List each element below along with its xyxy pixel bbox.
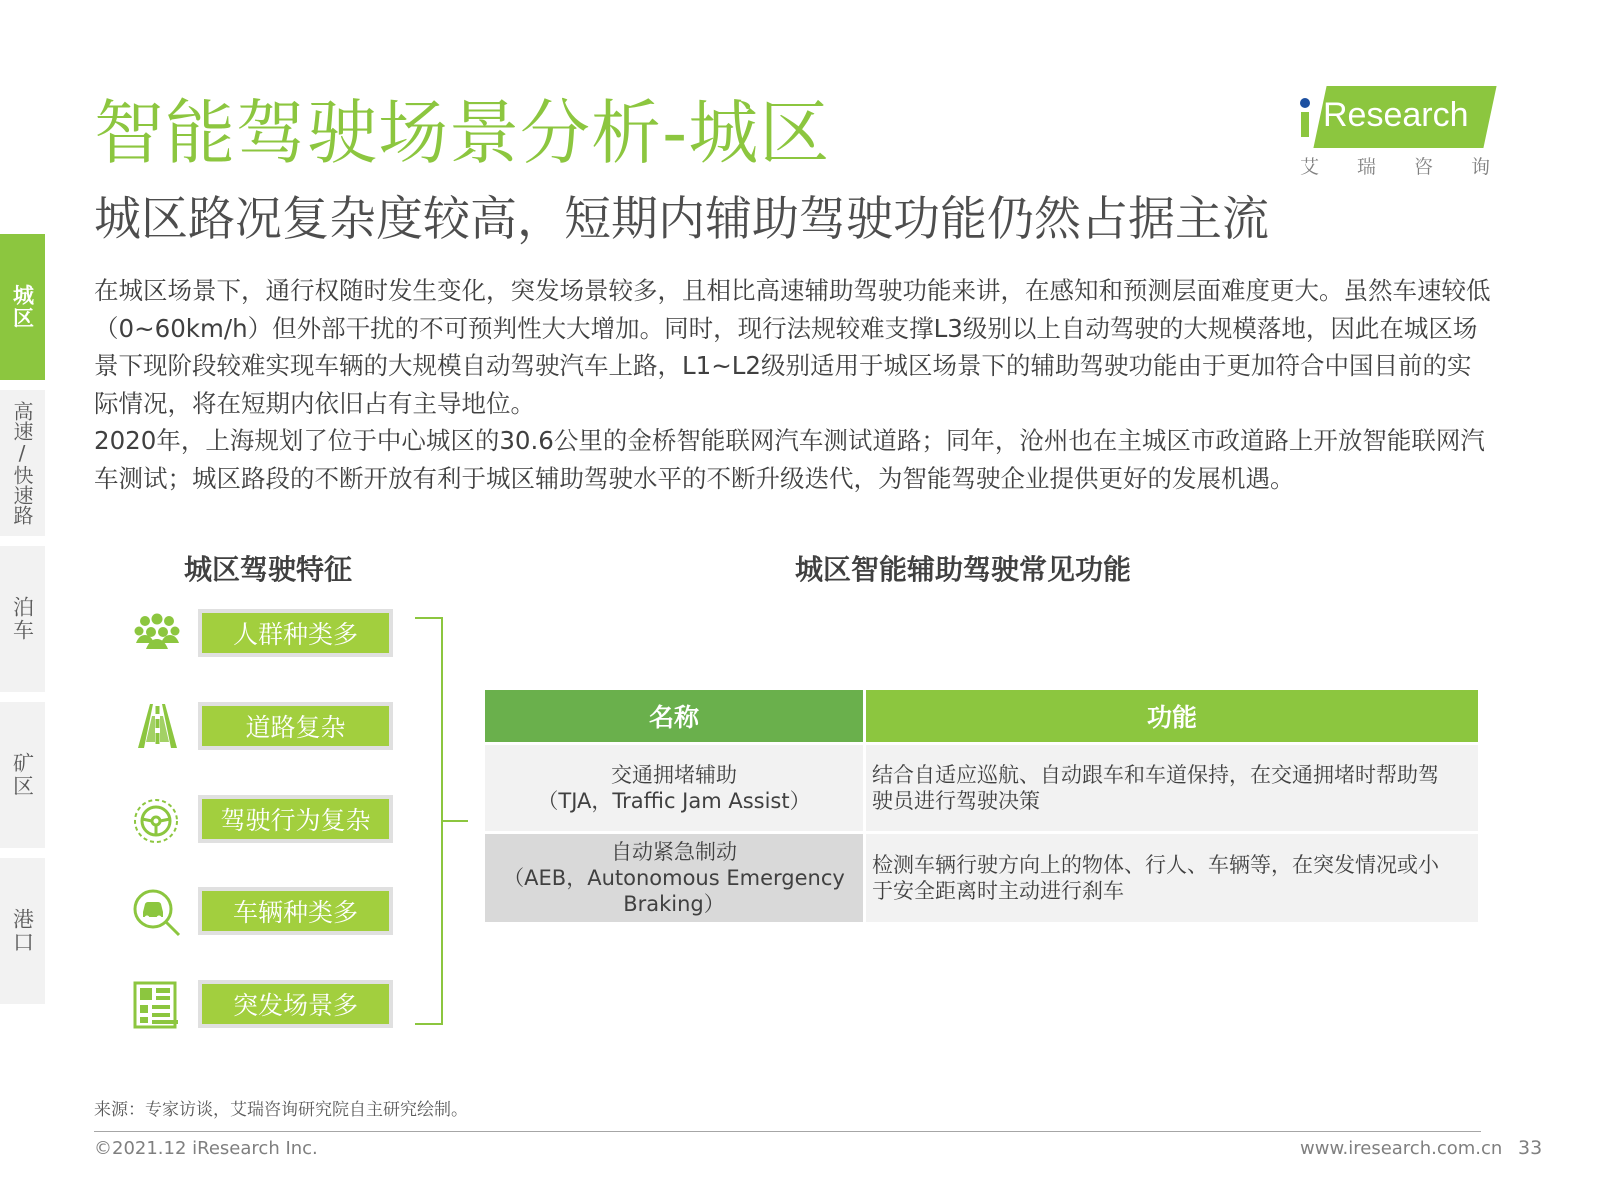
- table-row: [485, 745, 1478, 831]
- nav-tab-label: 城区: [10, 284, 35, 330]
- column-header-function: 功能: [866, 690, 1478, 742]
- logo-cn-char: 询: [1470, 156, 1490, 178]
- function-name-en: （TJA，Traffic Jam Assist）: [537, 789, 811, 813]
- function-name-cn: 自动紧急制动: [611, 840, 737, 864]
- nav-tab-label: 矿区: [10, 752, 35, 798]
- dashboard-icon: [130, 980, 185, 1032]
- feature-label: 驾驶行为复杂: [198, 795, 393, 843]
- function-name-en: （AEB，Autonomous Emergency Braking）: [503, 866, 845, 916]
- nav-tab-highway[interactable]: [0, 390, 45, 536]
- feature-item: [130, 980, 400, 1032]
- feature-label: 道路复杂: [198, 702, 393, 750]
- functions-heading: 城区智能辅助驾驶常见功能: [795, 553, 1132, 586]
- road-icon: [130, 702, 185, 754]
- logo-text: Research: [1323, 96, 1469, 134]
- logo-dot: [1300, 98, 1310, 108]
- function-description: 检测车辆行驶方向上的物体、行人、车辆等，在突发情况或小于安全距离时主动进行刹车: [866, 834, 1478, 922]
- feature-label: 突发场景多: [198, 980, 393, 1028]
- nav-tab-parking[interactable]: [0, 546, 45, 692]
- feature-item: [130, 609, 400, 661]
- nav-tab-label: 港口: [10, 908, 35, 954]
- logo-cn-char: 艾: [1300, 156, 1320, 178]
- features-heading: 城区驾驶特征: [184, 553, 353, 586]
- nav-tab-urban[interactable]: [0, 234, 45, 380]
- feature-item: [130, 795, 400, 847]
- logo-i-stem: [1301, 112, 1309, 137]
- source-note: 来源：专家访谈，艾瑞咨询研究院自主研究绘制。: [94, 1100, 468, 1120]
- function-name-cell: [485, 834, 863, 922]
- function-description: 结合自适应巡航、自动跟车和车道保持，在交通拥堵时帮助驾驶员进行驾驶决策: [866, 745, 1478, 831]
- table-row: [485, 834, 1478, 922]
- crowd-icon: [130, 609, 185, 661]
- feature-item: [130, 702, 400, 754]
- feature-item: [130, 887, 400, 939]
- functions-table: [482, 687, 1481, 925]
- page-title: 智能驾驶场景分析-城区: [94, 92, 831, 174]
- steering-wheel-icon: [130, 795, 185, 847]
- logo-cn-text: [1300, 152, 1490, 179]
- bracket-connector: [415, 617, 443, 1025]
- nav-tab-label: 泊车: [10, 596, 35, 642]
- body-text: [94, 272, 1494, 498]
- function-name-cell: [485, 745, 863, 831]
- nav-tab-mine[interactable]: [0, 702, 45, 848]
- feature-label: 人群种类多: [198, 609, 393, 657]
- iresearch-logo: [1300, 86, 1490, 186]
- bracket-tick: [443, 820, 468, 822]
- feature-label: 车辆种类多: [198, 887, 393, 935]
- copyright: ©2021.12 iResearch Inc.: [94, 1138, 318, 1159]
- logo-cn-char: 咨: [1413, 156, 1433, 178]
- nav-tab-label: 高速/快速路: [10, 401, 34, 525]
- page-subtitle: 城区路况复杂度较高，短期内辅助驾驶功能仍然占据主流: [94, 192, 1269, 247]
- website-link[interactable]: www.iresearch.com.cn: [1300, 1138, 1503, 1159]
- car-search-icon: [130, 887, 185, 939]
- column-header-name: 名称: [485, 690, 863, 742]
- nav-tab-port[interactable]: [0, 858, 45, 1004]
- page-number: 33: [1518, 1137, 1543, 1159]
- logo-cn-char: 瑞: [1356, 156, 1376, 178]
- function-name-cn: 交通拥堵辅助: [611, 763, 737, 787]
- body-paragraph: 在城区场景下，通行权随时发生变化，突发场景较多，且相比高速辅助驾驶功能来讲，在感知和预测层面难度更大。虽然车速较低（0~60km/h）但外部干扰的不可预判性大大增加。同时，现行法规较难支撑L3级别以上自动驾驶的大规模落地，因此在城区场景下现阶段较难实现车辆的大规模自动驾驶汽车上路，L1~L2级别适用于城区场景下的辅助驾驶功能由于更加符合中国目前的实际情况，将在短期内依旧占有主导地位。: [94, 276, 1491, 418]
- body-paragraph: 2020年，上海规划了位于中心城区的30.6公里的金桥智能联网汽车测试道路；同年，沧州也在主城区市政道路上开放智能联网汽车测试；城区路段的不断开放有利于城区辅助驾驶水平的不断升级迭代，为智能驾驶企业提供更好的发展机遇。: [94, 426, 1485, 493]
- footer-divider: [94, 1131, 1481, 1132]
